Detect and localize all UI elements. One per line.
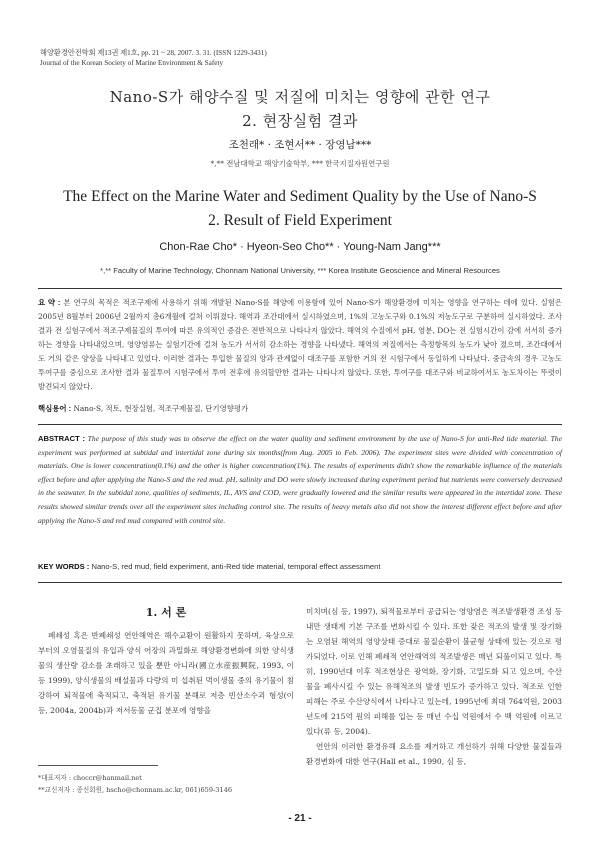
english-affiliation: *,** Faculty of Marine Technology, Chonnam National University, *** Korea Institute Geoscience and Mineral Resources	[100, 266, 500, 275]
english-keywords	[38, 562, 562, 571]
english-title-line1: The Effect on the Marine Water and Sediment Quality by the Use of Nano-S	[63, 188, 537, 205]
korean-keywords	[38, 402, 562, 416]
english-keywords-text: Nano-S, red mud, field experiment, anti-Red tide material, temporal effect assessment	[91, 562, 381, 571]
english-title-line2: 2. Result of Field Experiment	[208, 212, 392, 229]
journal-name: Journal of the Korean Society of Marine Environment & Safety	[40, 59, 224, 67]
journal-citation: 해양환경안전학회 제13권 제1호, pp. 21 ~ 28, 2007. 3. 31. (ISSN 1229-3431)	[40, 49, 267, 57]
korean-keywords-label: 핵심용어 :	[38, 404, 72, 413]
right-column	[306, 604, 562, 769]
left-column	[38, 628, 294, 718]
intro-paragraph-right-2: 연안의 이러한 환경유해 요소를 제거하고 개선하기 위해 다양한 물질들과 환경변화에 대한 연구(Hall et al., 1990, 심 등,	[306, 742, 562, 766]
divider-bottom	[38, 582, 562, 583]
page-number: - 21 -	[288, 813, 312, 824]
intro-paragraph-right-1: 미치며(심 등, 1997), 퇴적물로부터 공급되는 영양염은 적조발생환경 조성 등 내만 생태계 기본 구조를 변화시킬 수 있다. 또한 잦은 적조의 발생 및 장기화는 오염된 해역의 영양상태 증대로 물질순환이 불균형 상태에 있는 것으로 평가되었다. 이로 인해 폐쇄적 연안해역의 적조발생은 매년 되풀이되고 있다. 특히, 1990년대 이후 적조현상은 광역화, 장기화, 고밀도화 되고 있으며, 수산물을 폐사시킬 수 있는 유해적조의 발생 빈도가 증가하고 있다. 적조로 인한 피해는 주로 수산양식에서 나타나고 있는데, 1995년에 최대 764억원, 2003년도에 215억 원의 피해를 입는 등 매년 수십 억원에서 수 백 억원에 이르고 있다(류 등, 2004).	[306, 607, 562, 736]
english-authors: Chon-Rae Cho* · Hyeon-Seo Cho** · Young-Nam Jang***	[159, 241, 441, 253]
journal-header	[40, 48, 267, 68]
divider-middle	[38, 424, 562, 425]
english-abstract	[38, 432, 562, 527]
footnote-contact: **교신저자 : 종신회원, hscho@chonnam.ac.kr, 061)659-3146	[38, 786, 233, 794]
korean-authors: 조천래* · 조현서** · 장영남***	[228, 139, 372, 151]
footnote-divider	[38, 765, 158, 766]
english-abstract-text: The purpose of this study was to observe the effect on the water quality and sediment environment by the use of Nano-S for anti-Red tide material. The experiment was performed at subtidal and intertidal zone during six months(from Aug. 2005 to Feb. 2006). The experiment sites were divided with concentration of materials. One is lower concentration(0.1%) and the other is higher concentration(1%). The results of experiments didn't show the remarkable influence of the materials effect before and after applying the Nano-S and the red mud. pH, salinity and DO were slowly increased during experiment period but nutrients were conversely decreased in the seawater. In the subtidal zone, qualities of sediments, IL, AVS and COD, were gradually lowered and the similar results were appeared in the intertidal zone. These results showed similar trends over all the experiment sites including control site. The results of heavy metals also did not show the interest different effect before and after applying the Nano-S and red mud compared with control site.	[38, 434, 562, 525]
divider-top	[38, 288, 562, 289]
korean-title-line2: 2. 현장실험 결과	[242, 112, 358, 130]
korean-keywords-text: Nano-S, 적토, 현장실험, 적조구제물질, 단기영향평가	[73, 404, 249, 413]
korean-abstract-text: 본 연구의 목적은 적조구제에 사용하기 위해 개발된 Nano-S를 해양에 이용함에 있어 Nano-S가 해양환경에 미치는 영향을 연구하는 데에 있다. 실험은 2005년 8월부터 2006년 2월까지 총6개월에 걸쳐 이뤄졌다. 해역과 조간대에서 실시하였으며, 1%의 고농도구와 0.1%의 저농도구로 구분하여 실시하였다. 조사결과 전 실험구에서 적조구제물질의 투여에 따른 유의적인 증감은 전반적으로 나타나지 않았다. 해역의 수질에서 pH, 염분, DO는 전 실험시간이 감에 서서히 증가하는 경향을 나타내었으며, 영양염류는 실험기간에 걸쳐 농도가 서서히 감소하는 경향을 나타냈다. 해역의 저질에서는 측정항목의 농도가 낮아 졌으며, 조간대에서도 거의 같은 양상을 나타내고 있었다. 이러한 결과는 투입한 물질의 양과 관계없이 대조구를 포함한 거의 전 시험구에서 동일하게 나타났다. 중금속의 경우 고농도 투여구를 중심으로 조사한 결과 물질투여 시험구에서 투여 전후에 유의할만한 결과는 나타나지 않았다. 또한, 투여구를 대조구와 비교하여서도 농도차이는 뚜렷이 발견되지 않았다.	[38, 298, 562, 391]
section-heading: 1. 서 론	[145, 606, 187, 619]
intro-paragraph-left: 폐쇄성 혹은 반폐쇄성 연안해역은 해수교환이 원활하지 못하며, 육상으로 부터의 오염물질의 유입과 양식 어장의 과밀화로 해양환경변화에 의한 양식생물의 생산량 감소를 초래하고 있을 뿐만 아니라(國立水産振興院, 1993, 이 등 1999), 양식생물의 배설물과 다량의 미 섭취된 먹이생물 중의 유기물이 침강하여 퇴적물에 축적되고, 축적된 유기물 분해로 저층 빈산소수괴 형성(이 등, 2004a, 2004b)과 저서동물 군집 분포에 영향을	[38, 631, 294, 715]
korean-affiliation: *,** 전남대학교 해양기술학부, *** 한국지질자원연구원	[210, 159, 390, 168]
footnote-corresponding: *대표저자 : choccr@hanmail.net	[38, 774, 142, 782]
korean-title-line1: Nano-S가 해양수질 및 저질에 미치는 영향에 관한 연구	[109, 88, 491, 106]
korean-abstract-label: 요 약 :	[38, 298, 61, 307]
korean-abstract	[38, 296, 562, 394]
english-keywords-label: KEY WORDS :	[38, 562, 90, 571]
english-abstract-label: ABSTRACT :	[38, 434, 86, 443]
